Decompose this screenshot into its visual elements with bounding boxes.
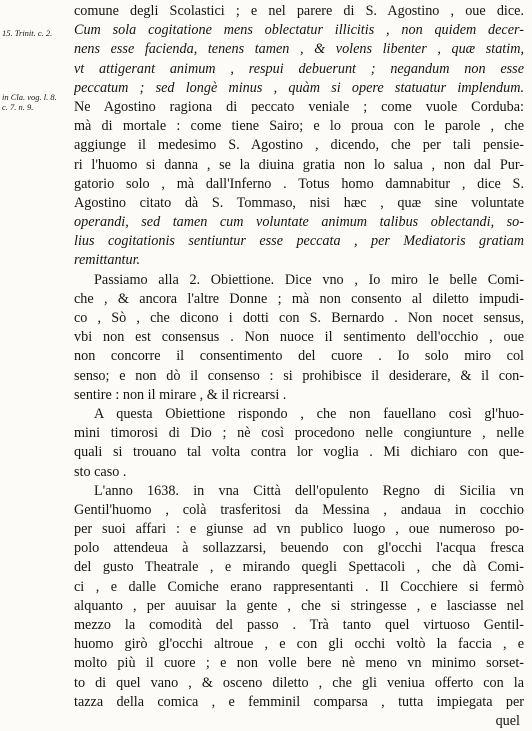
text-line: mezzo la comodità del passo . Trà tanto quel virtuoso Gentil- xyxy=(74,617,524,633)
text-line: vbi non est consensus . Non nuoce il sentimento dell'occhio , oue xyxy=(74,329,524,346)
text-line: molto più il cuore ; e non volle bere nè meno vn minimo sorset- xyxy=(74,655,524,672)
text-line: alquanto , per auuisar la gente , che si stringesse , e lasciasse nel xyxy=(74,597,524,614)
text-line: senso; e non dò il consenso : si prohibisce il desiderare, & il con- xyxy=(74,367,524,384)
text-line: Ne Agostino ragiona di peccato veniale ; come vuole Corduba: xyxy=(74,98,524,115)
text-line: tazza della comica , e femminil comparsa , tutta impiegata per xyxy=(74,693,524,710)
text-line: del gusto Theatrale , e mirando quegli Spettacoli , che dà Comi- xyxy=(74,559,524,576)
text-line: che , & ancora l'altre Donne ; mà non consento al diletto impudi- xyxy=(74,290,524,307)
text-line: aggiunge il medesimo S. Agostino , dicendo, che per tali pensie- xyxy=(74,137,524,154)
text-line: co , Sò , che dicono i dotti con S. Bernardo . Non nocet sensus, xyxy=(74,310,524,326)
text-line: per suoi affari : e giunse ad vn publico luogo , oue numeroso po- xyxy=(74,521,524,538)
text-line: vt attigerant animum , respui debuerunt ; negandum non esse xyxy=(74,60,524,77)
text-line: quali si trouano tal volta contra lor voglia . Mi dichiaro con que- xyxy=(74,444,524,461)
text-line: Agostino citato dà S. Tommaso, nisi hæc , quæ sine voluntate xyxy=(74,194,524,211)
text-line: mini timorosi di Dio ; nè così procedono nelle congiunture , nelle xyxy=(74,425,524,442)
text-line: peccatum ; sed longè minus , quàm si opere statuatur implendum. xyxy=(74,79,524,96)
text-line: operandi, sed tamen cum voluntate animum talibus oblectandi, so- xyxy=(74,214,524,231)
text-line: L'anno 1638. in vna Città dell'opulento Regno di Sicilia vn xyxy=(94,482,524,499)
text-line: nens esse facienda, tenens tamen , & volens libenter , quæ statim, xyxy=(74,41,524,58)
margin-note: in Cla. vog. l. 8. c. 7. n. 9. xyxy=(2,92,57,112)
text-line: comune degli Scolastici ; e nel parere di S. Agostino , oue dice. xyxy=(74,3,524,19)
text-line: sto caso . xyxy=(74,463,127,480)
text-line: gatorio solo , mà dall'Inferno . Totus homo damnabitur , dice S. xyxy=(74,175,524,192)
text-line: A questa Obiettione rispondo , che non fauellano così gl'huo- xyxy=(94,405,524,422)
text-line: ci , e dalle Comiche erano rappresentanti . Il Cocchiere si fermò xyxy=(74,578,524,595)
text-line: mà di mortale : come tiene Sairo; e lo proua con le parole , che xyxy=(74,118,524,135)
text-line: polo attendeua à sollazzarsi, beuendo con gl'occhi l'acqua fresca xyxy=(74,540,524,557)
text-line: Cum sola cogitatione mens oblectatur illicitis , non quidem decer- xyxy=(74,22,524,39)
main-text xyxy=(74,2,524,731)
catchword: quel xyxy=(495,712,520,729)
text-line: lius cogitationis sentiuntur esse peccata , per Mediatoris gratiam xyxy=(74,233,524,250)
text-line: sentire : non il mirare , & il ricrearsi . xyxy=(74,386,287,403)
text-line: Gentil'huomo , colà trasferitosi da Messina , andaua in cocchio xyxy=(74,501,524,518)
margin-note: 15. Trinit. c. 2. xyxy=(2,28,53,38)
text-line: non concorre il consentimento del cuore . Io solo miro col xyxy=(74,348,524,365)
text-line: huomo girò gl'occhi altroue , e con gli occhi voltò la faccia , e xyxy=(74,636,524,653)
text-line: to di quel vano , & osceno diletto , che gli veniua offerto con la xyxy=(74,674,524,691)
text-line: remittantur. xyxy=(74,252,141,269)
text-line: ri l'huomo si danna , se la diuina gratia non lo salua , non dal Pur- xyxy=(74,156,524,173)
text-line: Passiamo alla 2. Obiettione. Dice vno , Io miro le belle Comi- xyxy=(94,271,524,288)
